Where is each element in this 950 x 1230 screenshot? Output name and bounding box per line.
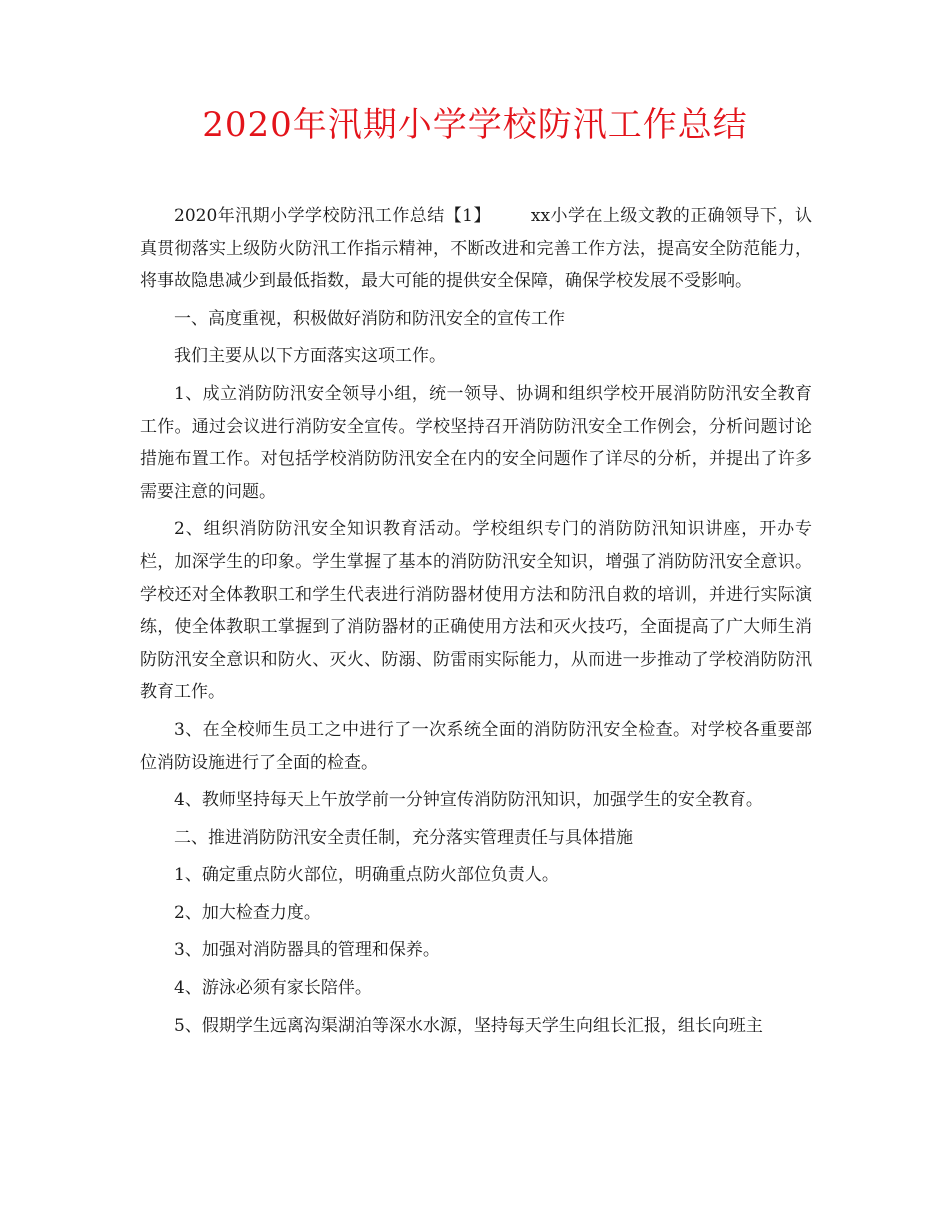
list-item: 3、加强对消防器具的管理和保养。: [174, 940, 440, 961]
body-paragraph: 我们主要从以下方面落实这项工作。: [174, 346, 446, 367]
document-title: 2020年汛期小学学校防汛工作总结: [202, 105, 748, 145]
intro-paragraph: [140, 200, 812, 298]
list-item: 5、假期学生远离沟渠湖泊等深水水源，坚持每天学生向组长汇报，组长向班主: [174, 1015, 763, 1036]
intro-text: xx小学在上级文教的正确领导下，认真贯彻落实上级防火防汛工作指示精神，不断改进和完善工作方法，提高安全防范能力，将事故隐患减少到最低指数，最大可能的提供安全保障，确保学校发展不受影响。: [140, 206, 812, 292]
body-paragraph: 3、在全校师生员工之中进行了一次系统全面的消防防汛安全检查。对学校各重要部位消防设施进行了全面的检查。: [140, 719, 812, 773]
section-heading-2: 二、推进消防防汛安全责任制，充分落实管理责任与具体措施: [174, 827, 633, 848]
body-paragraph: 4、教师坚持每天上午放学前一分钟宣传消防防汛知识，加强学生的安全教育。: [174, 790, 763, 811]
list-item: 4、游泳必须有家长陪伴。: [174, 978, 372, 999]
intro-heading: 2020年汛期小学学校防汛工作总结【1】: [174, 206, 491, 226]
section-heading-1: 一、高度重视，积极做好消防和防汛安全的宣传工作: [174, 308, 565, 329]
body-paragraph: 2、组织消防防汛安全知识教育活动。学校组织专门的消防防汛知识讲座，开办专栏，加深学生的印象。学生掌握了基本的消防防汛安全知识，增强了消防防汛安全意识。学校还对全体教职工和学生代表进行消防器材使用方法和防汛自救的培训，并进行实际演练，使全体教职工掌握到了消防器材的正确使用方法和灭火技巧，全面提高了广大师生消防防汛安全意识和防火、灭火、防溺、防雷雨实际能力，从而进一步推动了学校消防防汛教育工作。: [140, 519, 812, 703]
list-item: 1、确定重点防火部位，明确重点防火部位负责人。: [174, 865, 559, 886]
list-item: 2、加大检查力度。: [174, 902, 321, 923]
body-paragraph: 1、成立消防防汛安全领导小组，统一领导、协调和组织学校开展消防防汛安全教育工作。通过会议进行消防安全宣传。学校坚持召开消防防汛安全工作例会，分析问题讨论措施布置工作。对包括学校消防防汛安全在内的安全问题作了详尽的分析，并提出了许多需要注意的问题。: [140, 383, 812, 502]
document-body: [140, 200, 812, 1047]
